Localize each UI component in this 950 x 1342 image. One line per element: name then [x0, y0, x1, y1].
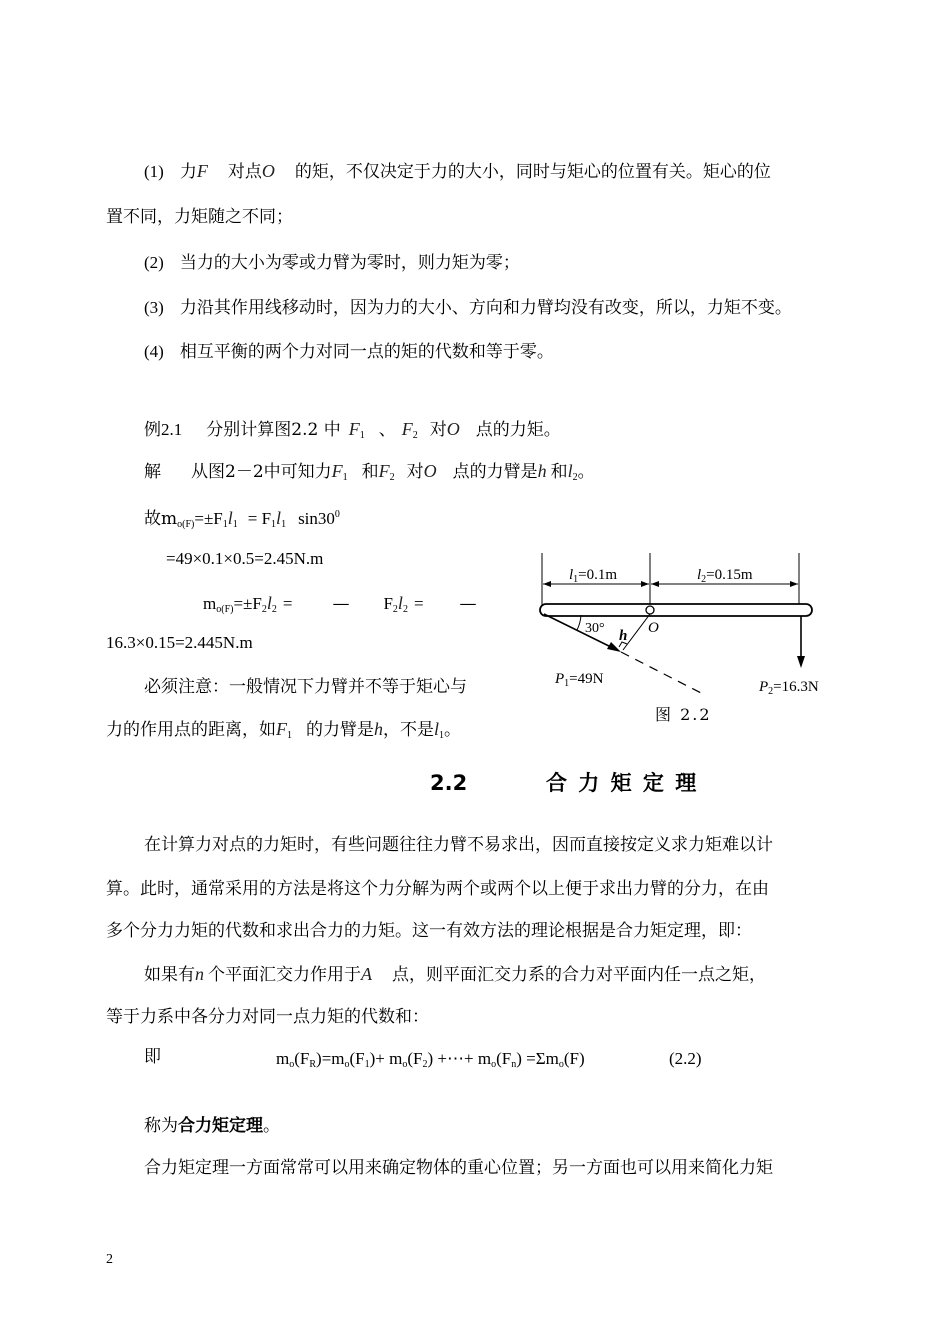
figure-caption: 图 2.2: [655, 705, 712, 724]
equation-1: 故$m_{o(F)}=\pm F_1l_1 = F_1l_1$ $\sin 30^0$: [144, 508, 340, 530]
arrowhead-icon: [797, 656, 805, 668]
angle-arc: [577, 615, 581, 630]
force-line-extension: [621, 652, 703, 694]
label-h: h: [619, 628, 628, 644]
label-l2: $l_2=0.15m$: [697, 567, 753, 585]
section-number: 2.2: [430, 771, 468, 795]
paragraph-2-line-2: 等于力系中各分力对同一点力矩的代数和：: [106, 1007, 429, 1027]
list-item-4: (4) 相互平衡的两个力对同一点的矩的代数和等于零。: [144, 342, 554, 362]
page-number: 2: [106, 1252, 113, 1267]
label-angle: 30°: [585, 621, 605, 636]
label-P1: $P_1=49N$: [555, 671, 604, 689]
label-l1: $l_1=0.1m$: [569, 567, 618, 585]
paragraph-2-line-1: 如果有n 个平面汇交力作用于A 点，则平面汇交力系的合力对平面内任一点之矩，: [144, 964, 766, 985]
equation-4: 16.3×0.15=2.445N.m: [106, 633, 253, 652]
label-O: O: [648, 620, 659, 636]
label-P2: $P_2=16.3N$: [759, 679, 819, 697]
solution-line: 解 从图2－2中可知力$F_1$ 和$F_2$ 对O 点的力臂是h 和$l_2$。: [144, 461, 595, 483]
paragraph-3: 称为合力矩定理。: [144, 1116, 280, 1136]
list-item-1-continued: 置不同，力矩随之不同；: [106, 207, 293, 227]
equation-2: =49×0.1×0.5=2.45N.m: [166, 549, 324, 568]
arrowhead-icon: [641, 581, 649, 587]
note-line-1: 必须注意：一般情况下力臂并不等于矩心与: [144, 677, 467, 697]
beam: [540, 604, 812, 616]
equation-3: $m_{o(F)}=\pm F_2l_2$ = — $F_2l_2$ = —: [203, 593, 477, 615]
section-title: 合 力 矩 定 理: [546, 771, 699, 795]
note-line-2: 力的作用点的距离，如$F_1$ 的力臂是h，不是$l_1$。: [106, 719, 462, 741]
pivot-icon: [646, 606, 654, 614]
paragraph-4: 合力矩定理一方面常常可以用来确定物体的重心位置；另一方面也可以用来简化力矩: [144, 1158, 773, 1178]
list-item-3: (3) 力沿其作用线移动时，因为力的大小、方向和力臂均没有改变，所以，力矩不变。: [144, 298, 792, 318]
example-heading: 例2.1 分别计算图2.2 中 $F_1$ 、 $F_2$ 对O 点的力矩。: [144, 419, 561, 441]
arrowhead-icon: [651, 581, 659, 587]
arrowhead-icon: [543, 581, 551, 587]
paragraph-1-line-2: 算。此时，通常采用的方法是将这个力分解为两个或两个以上便于求出力臂的分力，在由: [106, 879, 769, 899]
formula-2-2: $m_o(F_R)=m_o(F_1)+ m_o(F_2)$ +⋯+ $m_o(F_n) =\Sigma m_o(F)$: [276, 1049, 585, 1070]
lever-diagram: [535, 548, 845, 700]
arrowhead-icon: [790, 581, 798, 587]
paragraph-1-line-3: 多个分力力矩的代数和求出合力的力矩。这一有效方法的理论根据是合力矩定理，即：: [106, 921, 752, 941]
list-item-2: (2) 当力的大小为零或力臂为零时，则力矩为零；: [144, 253, 520, 273]
paragraph-1-line-1: 在计算力对点的力矩时，有些问题往往力臂不易求出，因而直接按定义求力矩难以计: [144, 835, 773, 855]
equation-number: (2.2): [669, 1049, 702, 1068]
list-item-1: (1) 力F 对点O 的矩，不仅决定于力的大小，同时与矩心的位置有关。矩心的位: [144, 161, 771, 182]
formula-ji: 即: [144, 1047, 161, 1067]
